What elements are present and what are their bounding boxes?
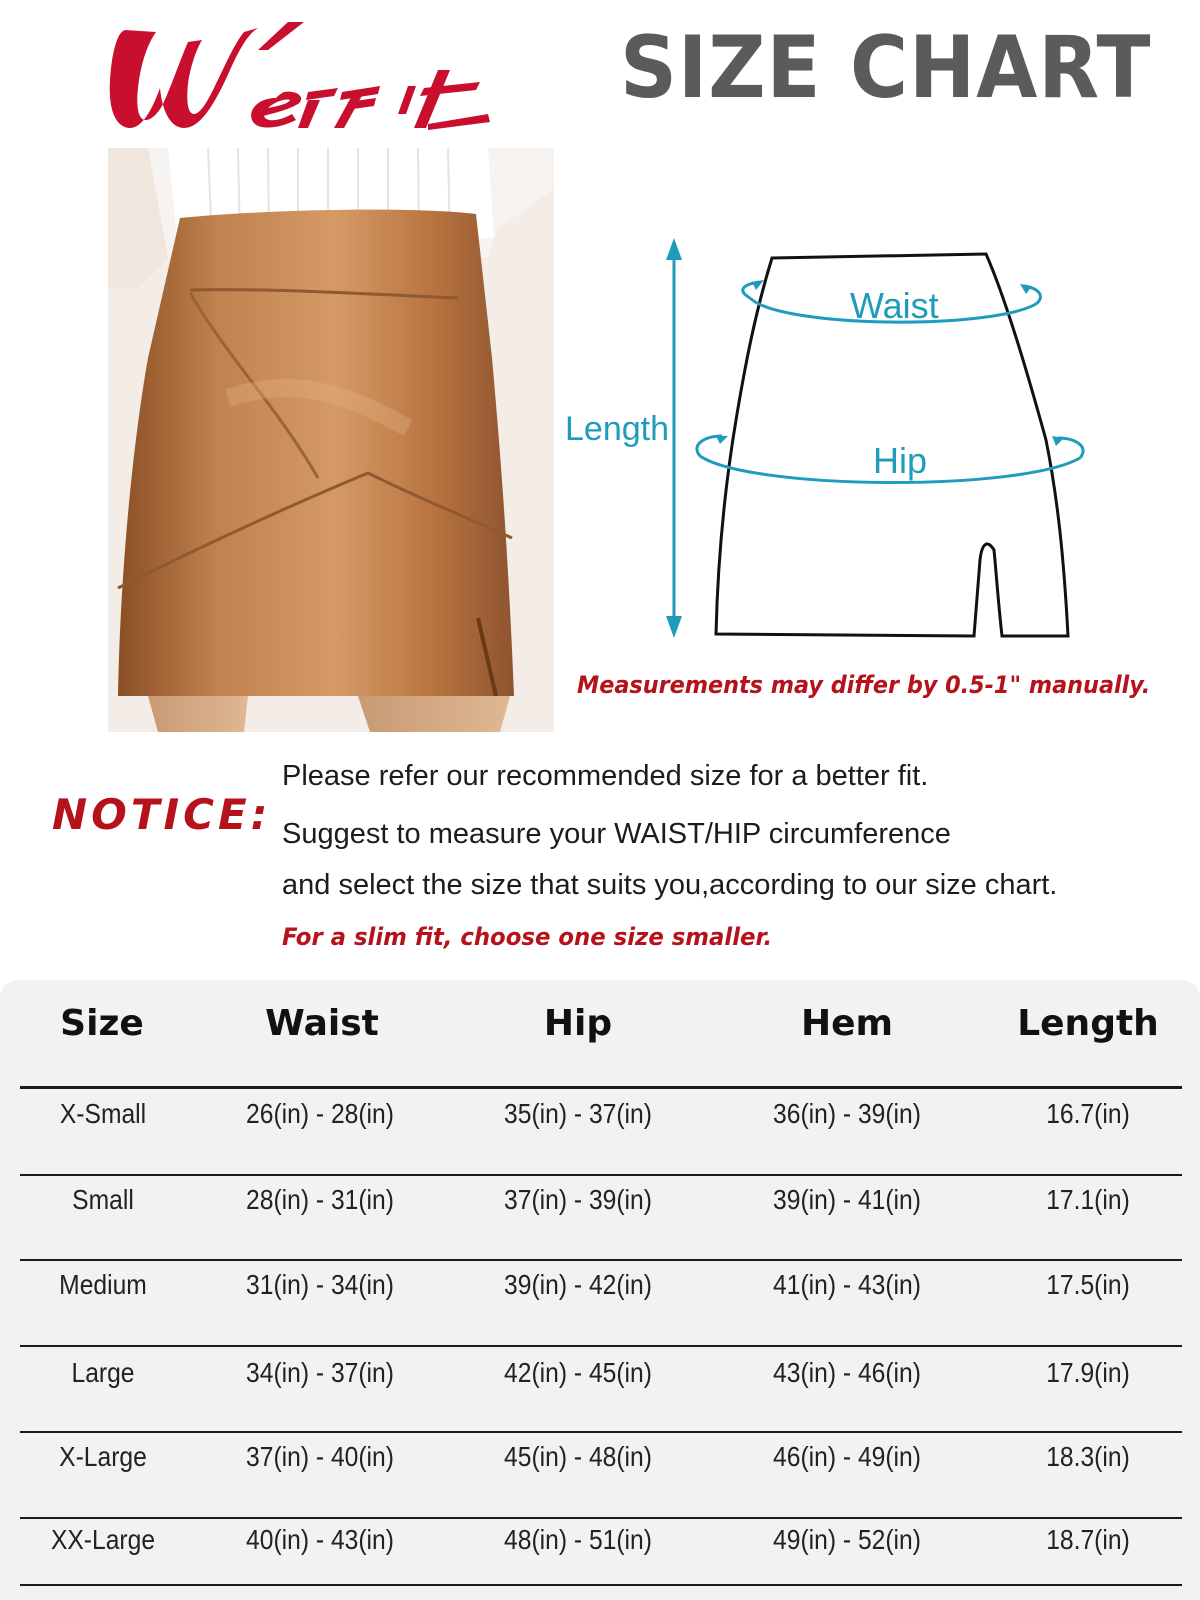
table-cell-hip: 39(in) - 42(in) [504,1269,652,1300]
table-cell-length: 16.7(in) [1046,1098,1130,1129]
table-cell-hip: 42(in) - 45(in) [504,1357,652,1388]
table-divider [20,1431,1182,1433]
table-cell-length: 17.9(in) [1046,1357,1130,1388]
column-header-waist: Waist [265,1003,379,1044]
table-cell-hip: 35(in) - 37(in) [504,1098,652,1129]
table-cell-hem: 41(in) - 43(in) [773,1269,921,1300]
table-cell-length: 17.5(in) [1046,1269,1130,1300]
table-cell-hem: 39(in) - 41(in) [773,1184,921,1215]
column-header-length: Length [1017,1003,1159,1044]
table-cell-waist: 26(in) - 28(in) [246,1098,394,1129]
table-divider [20,1517,1182,1519]
table-cell-waist: 40(in) - 43(in) [246,1524,394,1555]
table-divider [20,1584,1182,1586]
product-photo [108,148,554,732]
column-header-hem: Hem [800,1003,894,1044]
column-header-size: Size [60,1003,144,1044]
table-cell-length: 18.7(in) [1046,1524,1130,1555]
table-cell-size: Large [71,1357,135,1388]
table-cell-hem: 43(in) - 46(in) [773,1357,921,1388]
table-cell-hem: 36(in) - 39(in) [773,1098,921,1129]
page-title: SIZE CHART [620,18,1152,118]
table-cell-waist: 31(in) - 34(in) [246,1269,394,1300]
column-header-hip: Hip [543,1003,613,1044]
brand-name [108,10,508,135]
table-cell-hip: 48(in) - 51(in) [504,1524,652,1555]
table-cell-size: XX-Large [50,1524,156,1555]
table-divider [20,1086,1182,1089]
table-cell-hem: 49(in) - 52(in) [773,1524,921,1555]
table-cell-hip: 45(in) - 48(in) [504,1441,652,1472]
measurement-note: Measurements may differ by 0.5-1" manually. [577,671,1151,699]
waist-label: Waist [850,285,939,326]
notice-heading: NOTICE: [52,790,272,839]
table-divider [20,1259,1182,1261]
table-divider [20,1345,1182,1347]
slim-fit-note: For a slim fit, choose one size smaller. [282,923,773,951]
table-cell-size: Medium [59,1269,147,1300]
table-cell-size: X-Small [59,1098,147,1129]
table-cell-size: Small [72,1184,134,1215]
table-divider [20,1174,1182,1176]
table-cell-length: 17.1(in) [1046,1184,1130,1215]
table-cell-hip: 37(in) - 39(in) [504,1184,652,1215]
notice-line: Please refer our recommended size for a better fit. [282,760,929,792]
notice-line: and select the size that suits you,according to our size chart. [282,869,1058,901]
table-cell-waist: 28(in) - 31(in) [246,1184,394,1215]
length-label: Length [565,410,669,448]
table-cell-hem: 46(in) - 49(in) [773,1441,921,1472]
table-cell-waist: 34(in) - 37(in) [246,1357,394,1388]
notice-line: Suggest to measure your WAIST/HIP circumference [282,818,951,850]
table-cell-waist: 37(in) - 40(in) [246,1441,394,1472]
table-cell-length: 18.3(in) [1046,1441,1130,1472]
table-cell-size: X-Large [59,1441,147,1472]
hip-label: Hip [873,440,928,481]
